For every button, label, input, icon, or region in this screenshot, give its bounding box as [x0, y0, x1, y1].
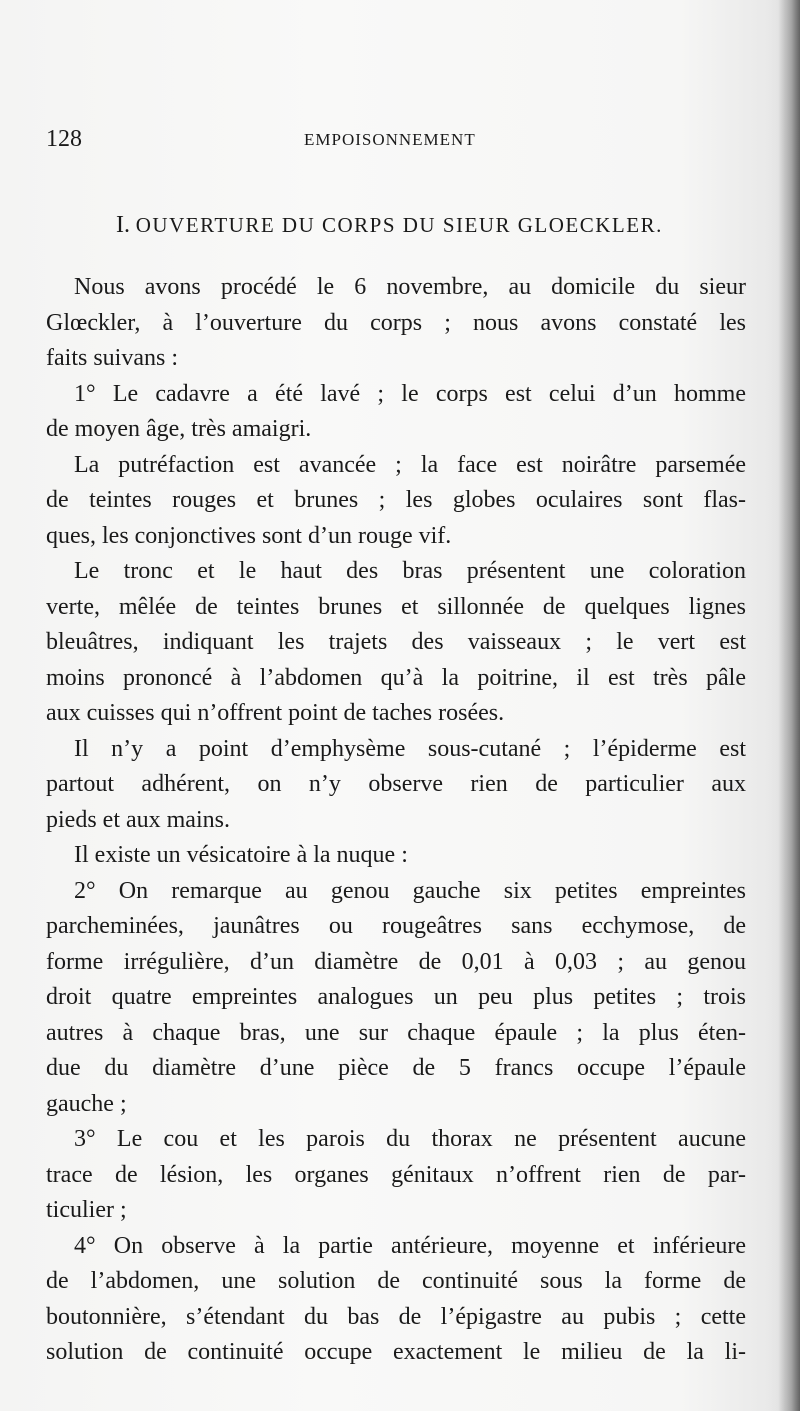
- section-title: [116, 212, 716, 239]
- text-line: aux cuisses qui n’offrent point de taches rosées.: [46, 700, 505, 726]
- text-line: de moyen âge, très amaigri.: [46, 416, 312, 442]
- text-line: gauche ;: [46, 1090, 127, 1117]
- text-line: 3° Le cou et les parois du thorax ne présentent aucune: [74, 1126, 746, 1152]
- text-line: boutonnière, s’étendant du bas de l’épigastre au pubis ; cette: [46, 1303, 746, 1330]
- section-number: I.: [116, 212, 130, 238]
- running-head: EMPOISONNEMENT: [304, 130, 476, 149]
- text-line: solution de continuité occupe exactement le milieu de la li-: [46, 1339, 746, 1365]
- text-line: partout adhérent, on n’y observe rien de particulier aux: [46, 771, 746, 797]
- text-line: droit quatre empreintes analogues un peu plus petites ; trois: [46, 984, 746, 1010]
- text-line: 2° On remarque au genou gauche six petites empreintes: [74, 877, 746, 904]
- text-line: verte, mêlée de teintes brunes et sillonnée de quelques lignes: [46, 593, 746, 620]
- page-edge-shadow: [778, 0, 800, 1411]
- text-line: Il n’y a point d’emphysème sous-cutané ; l’épiderme est: [74, 735, 746, 762]
- text-line: Glœckler, à l’ouverture du corps ; nous avons constaté les: [46, 309, 746, 336]
- text-line: 1° Le cadavre a été lavé ; le corps est celui d’un homme: [74, 380, 746, 407]
- page-header: [46, 126, 746, 156]
- text-line: forme irrégulière, d’un diamètre de 0,01 à 0,03 ; au genou: [46, 948, 746, 975]
- text-line: de l’abdomen, une solution de continuité sous la forme de: [46, 1268, 746, 1294]
- text-line: trace de lésion, les organes génitaux n’offrent rien de par-: [46, 1161, 746, 1188]
- text-line: autres à chaque bras, une sur chaque épaule ; la plus éten-: [46, 1019, 746, 1046]
- text-line: moins prononcé à l’abdomen qu’à la poitrine, il est très pâle: [46, 664, 746, 691]
- text-line: Nous avons procédé le 6 novembre, au domicile du sieur: [74, 274, 746, 300]
- text-line: La putréfaction est avancée ; la face est noirâtre parsemée: [74, 451, 746, 478]
- text-line: 4° On observe à la partie antérieure, moyenne et inférieure: [74, 1232, 746, 1259]
- text-line: pieds et aux mains.: [46, 806, 230, 833]
- text-line: Le tronc et le haut des bras présentent une coloration: [74, 558, 746, 584]
- text-line: due du diamètre d’une pièce de 5 francs occupe l’épaule: [46, 1055, 746, 1081]
- text-line: ticulier ;: [46, 1197, 127, 1223]
- text-line: bleuâtres, indiquant les trajets des vaisseaux ; le vert est: [46, 629, 746, 655]
- body-text: [46, 270, 746, 1371]
- text-line: Il existe un vésicatoire à la nuque :: [74, 842, 408, 868]
- text-line: parcheminées, jaunâtres ou rougeâtres sans ecchymose, de: [46, 913, 746, 939]
- section-heading: OUVERTURE DU CORPS DU SIEUR GLOECKLER.: [135, 213, 663, 237]
- page-number: 128: [46, 126, 82, 152]
- text-line: de teintes rouges et brunes ; les globes oculaires sont flas-: [46, 487, 746, 513]
- text-line: ques, les conjonctives sont d’un rouge vif.: [46, 522, 452, 549]
- text-line: faits suivans :: [46, 345, 178, 371]
